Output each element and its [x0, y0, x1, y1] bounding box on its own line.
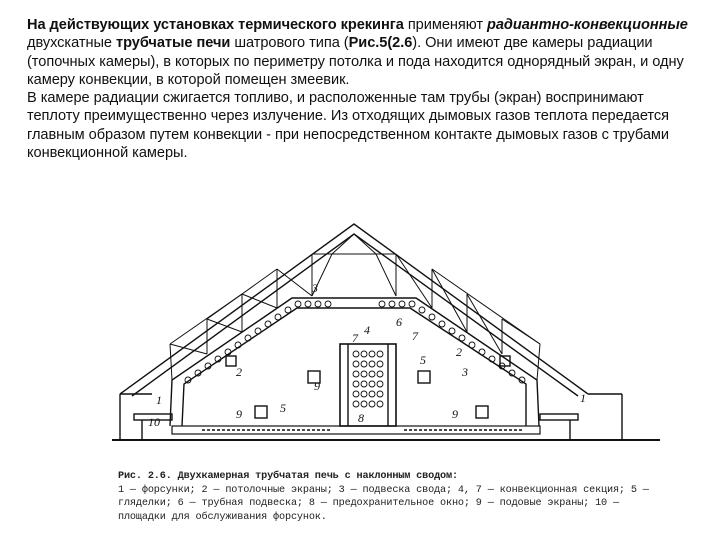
label-6: 6: [396, 315, 402, 329]
text-segment: шатрового типа (: [230, 35, 349, 52]
label-5-right: 5: [420, 353, 426, 367]
term-tube-furnaces: трубчатые печи: [115, 35, 231, 52]
label-4: 4: [364, 323, 370, 337]
figure-caption: [118, 470, 663, 524]
text-segment: ). Они имеют две камеры радиации (топочных камеры), в которых по периметру потолка и пода находится однорядный экран, и одну камеру конвекции, в которой помещен змеевик.: [27, 35, 684, 88]
label-5-left: 5: [280, 401, 286, 415]
term-radiant-convection: радиантно-конвекционные: [486, 17, 688, 33]
label-9-center: 9: [314, 379, 320, 393]
paragraph-2: В камере радиации сжигается топливо, и расположенные там трубы (экран) воспринимают теплоту преимущественно через излучение. Из отходящих дымовых газов теплота передается главным образом путем конвекции - при непосредственном контакте дымовых газов с трубами конвекционной камеры.: [27, 90, 670, 162]
label-9-right: 9: [452, 407, 458, 421]
caption-legend: 1 — форсунки; 2 — потолочные экраны; 3 — подвеска свода; 4, 7 — конвекционная секция; 5 — гляделки; 6 — трубная подвеска; 8 — предохранительное окно; 9 — подовые экраны; 10 — площадки для обслуживания форсунок.: [118, 484, 649, 523]
main-paragraph: [27, 16, 699, 162]
lead-phrase: На действующих установках термического крекинга: [27, 17, 404, 33]
label-3-top: 3: [312, 281, 318, 295]
furnace-diagram: [112, 204, 660, 454]
label-3-right: 3: [462, 365, 468, 379]
label-1-left: 1: [156, 393, 162, 407]
label-2-left: 2: [236, 365, 242, 379]
label-1-right: 1: [580, 391, 586, 405]
label-2-right: 2: [456, 345, 462, 359]
label-7-top: 7: [352, 331, 358, 345]
paragraph-1: [27, 16, 699, 89]
label-9-left: 9: [236, 407, 242, 421]
label-7-right: 7: [412, 329, 418, 343]
label-10: 10: [148, 415, 160, 429]
text-segment: двухскатные: [27, 35, 116, 52]
label-8: 8: [358, 411, 364, 425]
caption-title: Рис. 2.6. Двухкамерная трубчатая печь с наклонным сводом:: [118, 471, 458, 482]
figure-reference: Рис.5(2.6: [348, 35, 413, 52]
text-segment: применяют: [403, 17, 487, 33]
